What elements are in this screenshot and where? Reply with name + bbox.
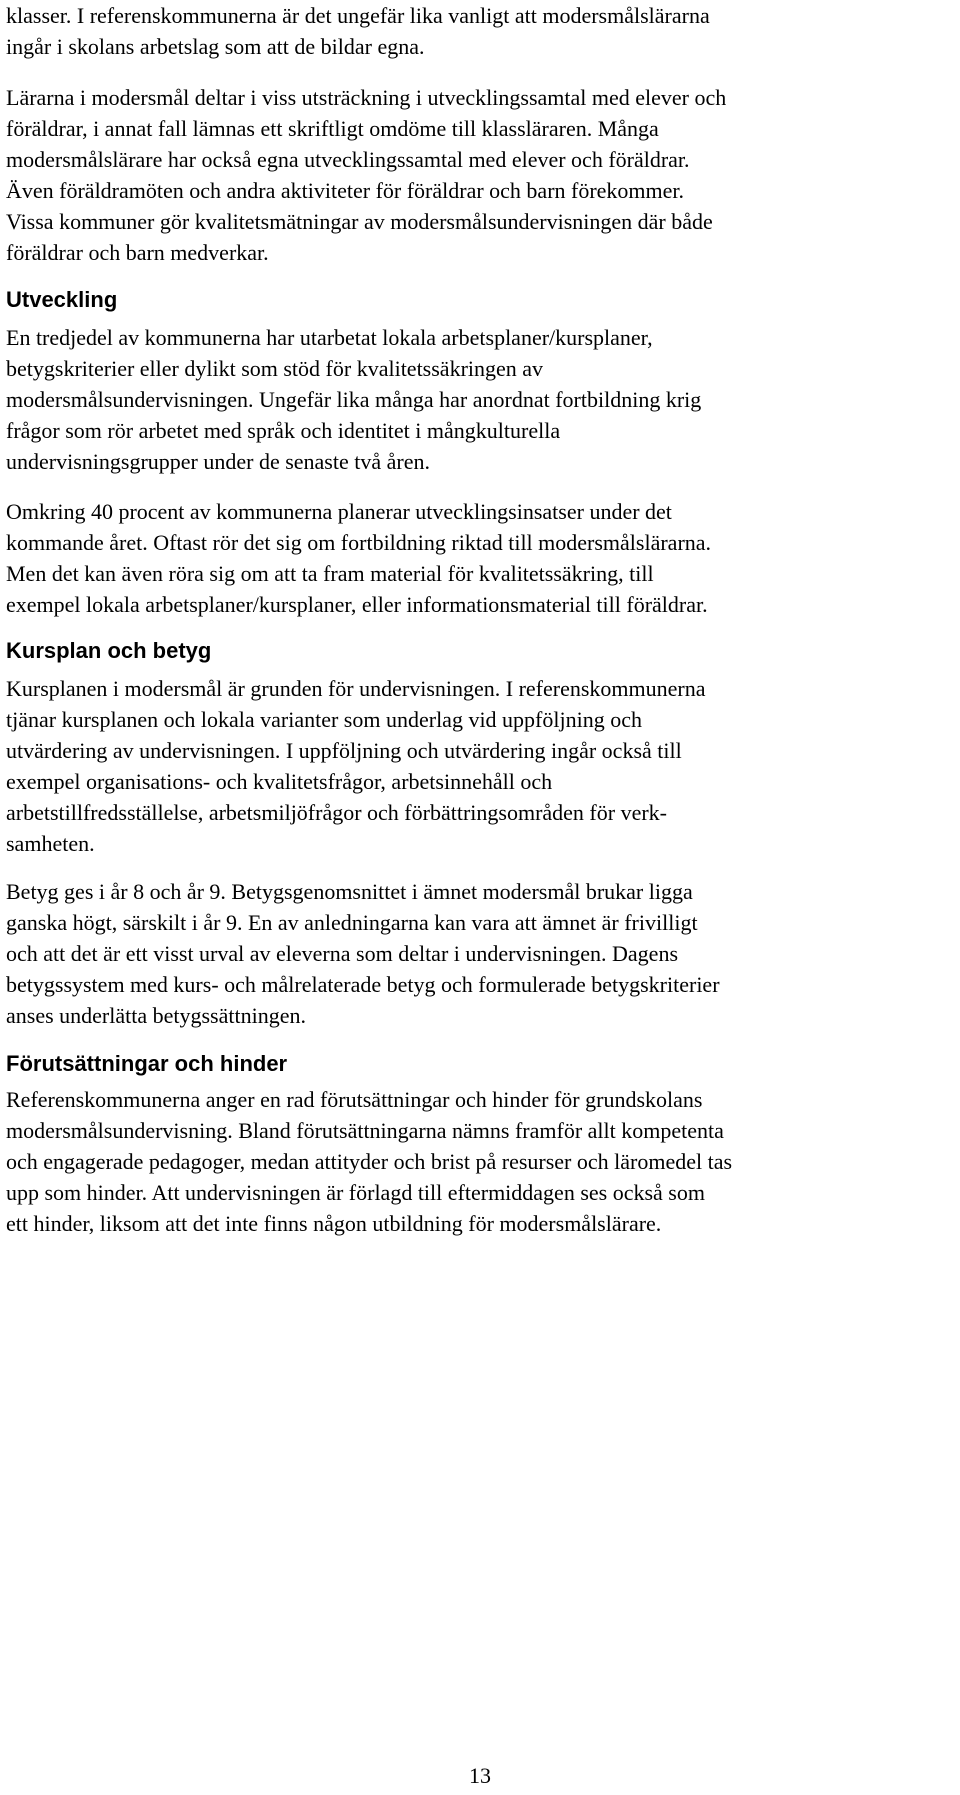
text-line: och att det är ett visst urval av eleverna som deltar i undervisningen. Dagens [6, 941, 679, 966]
text-line: modersmålslärare har också egna utvecklingssamtal med elever och föräldrar. [6, 147, 690, 172]
section-heading-forutsattningar: Förutsättningar och hinder [6, 1051, 288, 1076]
text-line: En tredjedel av kommunerna har utarbetat lokala arbetsplaner/kursplaner, [6, 325, 653, 350]
text-line: betygssystem med kurs- och målrelaterade betyg och formulerade betygskriterier [6, 972, 720, 997]
paragraph-forutsattningar [6, 1084, 732, 1239]
paragraph-kursplan-1 [6, 673, 706, 859]
text-line: Lärarna i modersmål deltar i viss utsträckning i utvecklingssamtal med elever och [6, 85, 727, 110]
text-line: och engagerade pedagoger, medan attityder och brist på resurser och läromedel tas [6, 1149, 733, 1174]
paragraph-utveckling-1 [6, 322, 701, 477]
section-heading-kursplan: Kursplan och betyg [6, 638, 212, 663]
text-line: föräldrar och barn medverkar. [6, 240, 269, 265]
text-line: klasser. I referenskommunerna är det ungefär lika vanligt att modersmålslärarna [6, 3, 710, 28]
text-line: Vissa kommuner gör kvalitetsmätningar av modersmålsundervisningen där både [6, 209, 713, 234]
text-line: modersmålsundervisning. Bland förutsättningarna nämns framför allt kompetenta [6, 1118, 724, 1143]
text-line: exempel lokala arbetsplaner/kursplaner, eller informationsmaterial till föräldrar. [6, 592, 708, 617]
text-line: tjänar kursplanen och lokala varianter som underlag vid uppföljning och [6, 707, 642, 732]
paragraph-kursplan-2 [6, 876, 720, 1031]
text-line: Även föräldramöten och andra aktiviteter för föräldrar och barn förekommer. [6, 178, 685, 203]
text-line: kommande året. Oftast rör det sig om fortbildning riktad till modersmålslärarna. [6, 530, 712, 555]
text-line: Kursplanen i modersmål är grunden för undervisningen. I referenskommunerna [6, 676, 706, 701]
page-number: 13 [469, 1763, 491, 1788]
text-line: exempel organisations- och kvalitetsfrågor, arbetsinnehåll och [6, 769, 553, 794]
text-line: undervisningsgrupper under de senaste två åren. [6, 449, 430, 474]
text-line: Omkring 40 procent av kommunerna planerar utvecklingsinsatser under det [6, 499, 672, 524]
text-line: ganska högt, särskilt i år 9. En av anledningarna kan vara att ämnet är frivilligt [6, 910, 698, 935]
section-heading-utveckling: Utveckling [6, 287, 118, 312]
text-line: betygskriterier eller dylikt som stöd för kvalitetssäkringen av [6, 356, 544, 381]
text-line: föräldrar, i annat fall lämnas ett skriftligt omdöme till klassläraren. Många [6, 116, 659, 141]
text-line: utvärdering av undervisningen. I uppföljning och utvärdering ingår också till [6, 738, 682, 763]
text-line: Men det kan även röra sig om att ta fram material för kvalitetssäkring, till [6, 561, 654, 586]
text-line: upp som hinder. Att undervisningen är förlagd till eftermiddagen ses också som [6, 1180, 705, 1205]
text-line: ett hinder, liksom att det inte finns någon utbildning för modersmålslärare. [6, 1211, 662, 1236]
paragraph-arbetslag [6, 0, 710, 62]
text-line: Referenskommunerna anger en rad förutsättningar och hinder för grundskolans [6, 1087, 703, 1112]
text-line: modersmålsundervisningen. Ungefär lika många har anordnat fortbildning krig [6, 387, 702, 412]
text-line: arbetstillfredsställelse, arbetsmiljöfrågor och förbättringsområden för verk- [6, 800, 667, 825]
text-line: samheten. [6, 831, 95, 856]
text-line: frågor som rör arbetet med språk och identitet i mångkulturella [6, 418, 561, 443]
paragraph-utveckling-2 [6, 496, 711, 620]
text-line: anses underlätta betygssättningen. [6, 1003, 306, 1028]
text-line: Betyg ges i år 8 och år 9. Betygsgenomsnittet i ämnet modersmål brukar ligga [6, 879, 693, 904]
text-line: ingår i skolans arbetslag som att de bildar egna. [6, 34, 425, 59]
paragraph-utvecklingssamtal [6, 82, 726, 268]
